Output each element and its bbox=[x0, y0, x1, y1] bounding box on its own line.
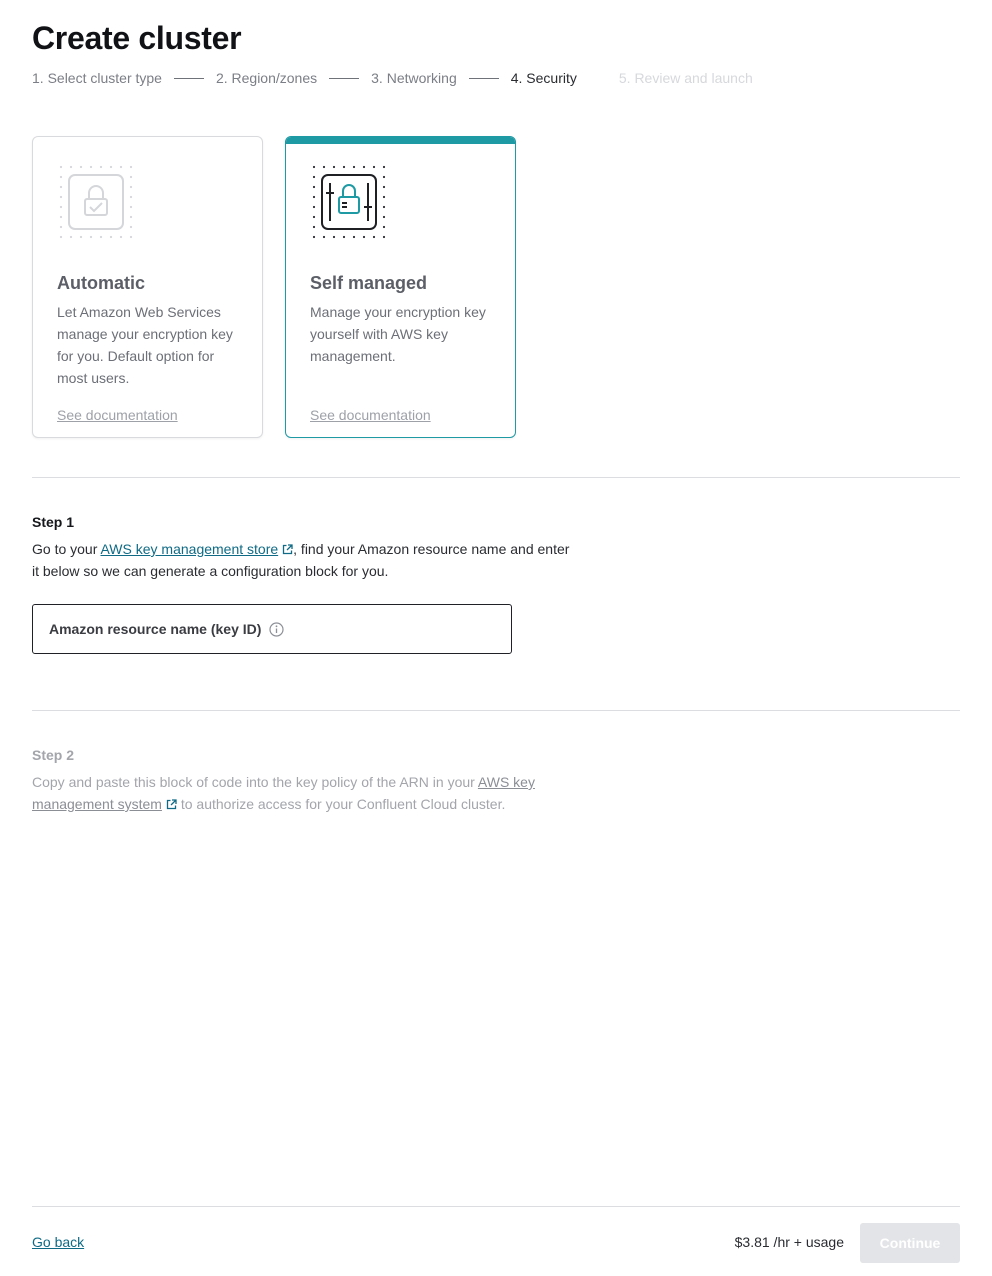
encryption-option-automatic[interactable] bbox=[32, 136, 263, 438]
continue-button[interactable]: Continue bbox=[860, 1223, 960, 1263]
price-estimate: $3.81 /hr + usage bbox=[734, 1234, 844, 1250]
step-2-title: Step 2 bbox=[32, 747, 75, 763]
option-description: Let Amazon Web Services manage your encryption key for you. Default option for most users. bbox=[57, 304, 233, 386]
step-1-instructions: Go to your AWS key management store , find your Amazon resource name and enter it below so we can generate a configuration block for you. bbox=[32, 541, 570, 579]
step-2-instructions: Copy and paste this block of code into the key policy of the ARN in your AWS key management system to authorize access for your Confluent Cloud cluster. bbox=[32, 774, 535, 812]
progress-stepper bbox=[32, 69, 753, 87]
see-documentation-link[interactable]: See documentation bbox=[57, 407, 178, 423]
arn-input-label: Amazon resource name (key ID) bbox=[49, 621, 262, 637]
stepper-step-networking[interactable]: 3. Networking bbox=[371, 70, 457, 86]
external-link-icon bbox=[282, 544, 293, 555]
stepper-connector bbox=[174, 78, 204, 79]
aws-key-management-store-link[interactable]: AWS key management store bbox=[100, 541, 279, 557]
lock-sliders-icon bbox=[310, 163, 390, 241]
stepper-connector bbox=[469, 78, 499, 79]
stepper-connector bbox=[329, 78, 359, 79]
stepper-step-region[interactable]: 2. Region/zones bbox=[215, 70, 318, 86]
stepper-step-cluster-type[interactable]: 1. Select cluster type bbox=[32, 70, 162, 86]
divider bbox=[32, 710, 960, 711]
option-title: Self managed bbox=[310, 273, 428, 293]
aws-key-management-system-link[interactable]: AWS key management system bbox=[32, 774, 535, 812]
see-documentation-link[interactable]: See documentation bbox=[310, 407, 431, 423]
info-icon[interactable] bbox=[269, 622, 284, 637]
lock-check-icon bbox=[57, 163, 137, 241]
selected-indicator bbox=[286, 137, 515, 144]
divider bbox=[32, 477, 960, 478]
option-title: Automatic bbox=[57, 273, 146, 293]
footer-divider bbox=[32, 1206, 960, 1207]
go-back-link[interactable]: Go back bbox=[32, 1234, 85, 1250]
option-description: Manage your encryption key yourself with AWS key management. bbox=[310, 304, 486, 364]
arn-input[interactable] bbox=[32, 604, 512, 654]
stepper-step-security: 4. Security bbox=[510, 70, 577, 86]
step-1-title: Step 1 bbox=[32, 514, 75, 530]
external-link-icon bbox=[166, 799, 177, 810]
stepper-step-review: 5. Review and launch bbox=[618, 70, 753, 86]
encryption-option-self-managed[interactable] bbox=[285, 136, 516, 438]
page-title: Create cluster bbox=[32, 20, 242, 56]
